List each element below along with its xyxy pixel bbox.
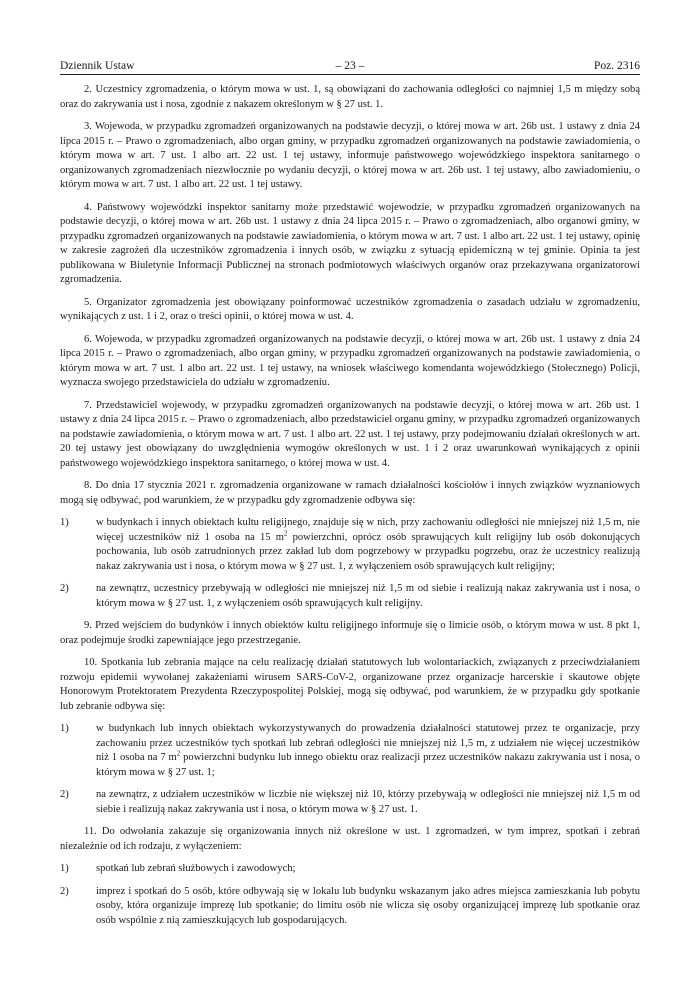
list-item-number: 1) (60, 517, 69, 528)
paragraph-7: 7. Przedstawiciel wojewody, w przypadku zgromadzeń organizowanych na podstawie decyzji, o której mowa w art. 26b ust. 1 ustawy z dnia 24 lipca 2015 r. – Prawo o zgromadzeniach, albo przedstawiciel organu gminy, w przypadku zgromadzeń organizowanych na podstawie zawiadomienia, o którym mowa w art. 7 ust. 1 albo art. 22 ust. 1 tej ustawy, przy podejmowaniu działań określonych w art. 20 tej ustawy jest obowiązany do uwzględnienia wymogów określonych w ust. 1 i 2 oraz uwarunkowań wynikających z opinii państwowego wojewódzkiego inspektora sanitarnego, o której mowa w ust. 4. (60, 399, 640, 469)
paragraph-5: 5. Organizator zgromadzenia jest obowiązany poinformować uczestników zgromadzenia o zasadach udziału w zgromadzeniu, wynikających z ust. 1 i 2, oraz o treści opinii, o której mowa w ust. 4. (60, 296, 640, 322)
list-item-text-part: w budynkach lub innych obiektach wykorzystywanych do prowadzenia działalności statutowej przez te organizacje, przy zachowaniu przez uczestników tych spotkań lub zebrań odległości nie mniejszej niż 1,5 m, z udziałem nie więcej uczestników niż 1 osoba na 7 m (96, 723, 640, 763)
list-item (60, 862, 640, 877)
list-item-number: 1) (60, 863, 69, 874)
list-item-text: imprez i spotkań do 5 osób, które odbywają się w lokalu lub budynku wskazanym jako adres miejsca zamieszkania lub pobytu osoby, która organizuje imprezę lub spotkanie; do limitu osób nie wlicza się osoby organizującej imprezę lub spotkanie oraz osób wspólnie z nią zamieszkujących lub gospodarujących. (96, 885, 640, 926)
list-item (60, 516, 640, 574)
list-item (60, 582, 640, 611)
list-item-text: na zewnątrz, uczestnicy przebywają w odległości nie mniejszej niż 1,5 m od siebie i realizują nakaz zakrywania ust i nosa, o którym mowa w § 27 ust. 1, z wyłączeniem osób sprawujących kult religijny. (96, 583, 640, 609)
list-item-number: 2) (60, 885, 69, 897)
paragraph-10: 10. Spotkania lub zebrania mające na celu realizację działań statutowych lub wolontariackich, związanych z przeciwdziałaniem rozwoju epidemii wywołanej zakażeniami wirusem SARS-CoV-2, organizowane przez organizacje harcerskie i skautowe objęte Honorowym Protektoratem Prezydenta Rzeczypospolitej Polskiej, mogą się odbywać, pod warunkiem, że w przypadku gdy spotkanie lub zebranie odbywa się: (60, 657, 640, 712)
list-item-text: spotkań lub zebrań służbowych i zawodowych; (96, 863, 296, 874)
list-item-number: 2) (60, 583, 69, 594)
list-item-number: 2) (60, 789, 69, 800)
list-item (60, 885, 640, 929)
list-item-number: 1) (60, 723, 69, 734)
position-number: Poz. 2316 (594, 60, 640, 72)
paragraph-9: 9. Przed wejściem do budynków i innych obiektów kultu religijnego informuje się o limicie osób, o którym mowa w ust. 8 pkt 1, oraz podejmuje środki zapewniające jego przestrzeganie. (60, 620, 640, 646)
paragraph-4: 4. Państwowy wojewódzki inspektor sanitarny może przedstawić wojewodzie, w przypadku zgromadzeń organizowanych na podstawie decyzji, o której mowa w art. 26b ust. 1 ustawy z dnia 24 lipca 2015 r. – Prawo o zgromadzeniach, albo organowi gminy, w przypadku zgromadzeń organizowanych na podstawie zawiadomienia, o którym mowa w art. 7 ust. 1 albo art. 22 ust. 1 tej ustawy, opinię w zakresie zagrożeń dla uczestników zgromadzenia i innych osób, w związku z sytuacją epidemiczną w tej gminie. Opinia ta jest publikowana w Biuletynie Informacji Publicznej na stronach podmiotowych właściwych organów oraz przekazywana organizatorowi zgromadzenia. (60, 201, 640, 285)
paragraph-2: 2. Uczestnicy zgromadzenia, o którym mowa w ust. 1, są obowiązani do zachowania odległości co najmniej 1,5 m między sobą oraz do zakrywania ust i nosa, zgodnie z nakazem określonym w § 27 ust. 1. (60, 84, 640, 110)
page-header (60, 58, 640, 75)
document-body (60, 83, 640, 936)
list-item-text-part: powierzchni, oprócz osób sprawujących kult religijny lub osób dokonujących pochowania, lub osób zatrudnionych przez zakład lub dom pogrzebowy w przypadku pogrzebu, oraz że uczestnicy realizują nakaz zakrywania ust i nosa, o którym mowa w § 27 ust. 1, z wyłączeniem osób sprawujących kult religijny; (96, 531, 640, 572)
list-item (60, 788, 640, 817)
superscript: 2 (176, 749, 181, 758)
page-number: – 23 – (335, 60, 365, 72)
list-item (60, 722, 640, 780)
list-item-text (96, 723, 640, 778)
list-item-text (96, 517, 640, 572)
paragraph-6: 6. Wojewoda, w przypadku zgromadzeń organizowanych na podstawie decyzji, o której mowa w art. 26b ust. 1 ustawy z dnia 24 lipca 2015 r. – Prawo o zgromadzeniach, albo organ gminy, w przypadku zgromadzeń organizowanych na podstawie zawiadomienia, o którym mowa w art. 7 ust. 1 albo art. 22 ust. 1 tej ustawy, na wniosek właściwego komendanta wojewódzkiego (Stołecznego) Policji, wyznacza swojego przedstawiciela do udziału w zgromadzeniu. (60, 333, 640, 388)
list-item-text-part: w budynkach i innych obiektach kultu religijnego, znajduje się w nich, przy zachowaniu odległości nie mniejszej niż 1,5 m, nie więcej uczestników niż 1 osoba na 15 m (96, 517, 640, 543)
paragraph-3: 3. Wojewoda, w przypadku zgromadzeń organizowanych na podstawie decyzji, o której mowa w art. 26b ust. 1 ustawy z dnia 24 lipca 2015 r. – Prawo o zgromadzeniach, albo organ gminy, w przypadku zgromadzeń organizowanych na podstawie zawiadomienia, o którym mowa w art. 7 ust. 1 albo art. 22 ust. 1 tej ustawy, informuje państwowego wojewódzkiego inspektora sanitarnego o organizowanych zgromadzeniach niezwłocznie po wydaniu decyzji, o której mowa w art. 26b ust. 1 tej ustawy, albo zawiadomieniu, o którym mowa w art. 7 ust. 1 albo art. 22 ust. 1 tej ustawy. (60, 121, 640, 190)
list-item-text: na zewnątrz, z udziałem uczestników w liczbie nie większej niż 10, którzy przebywają w odległości nie mniejszej niż 1,5 m od siebie i realizują nakaz zakrywania ust i nosa, o którym mowa w § 27 ust. 1. (96, 789, 640, 815)
paragraph-8: 8. Do dnia 17 stycznia 2021 r. zgromadzenia organizowane w ramach działalności kościołów i innych związków wyznaniowych mogą się odbywać, pod warunkiem, że w przypadku gdy zgromadzenie odbywa się: (60, 480, 640, 506)
superscript: 2 (283, 528, 288, 537)
paragraph-11: 11. Do odwołania zakazuje się organizowania innych niż określone w ust. 1 zgromadzeń, w tym imprez, spotkań i zebrań niezależnie od ich rodzaju, z wyłączeniem: (60, 826, 640, 852)
list-item-text-part: powierzchni budynku lub innego obiektu oraz realizacji przez uczestników nakazu zakrywania ust i nosa, o którym mowa w § 27 ust. 1; (96, 752, 640, 778)
journal-title: Dziennik Ustaw (60, 60, 135, 72)
